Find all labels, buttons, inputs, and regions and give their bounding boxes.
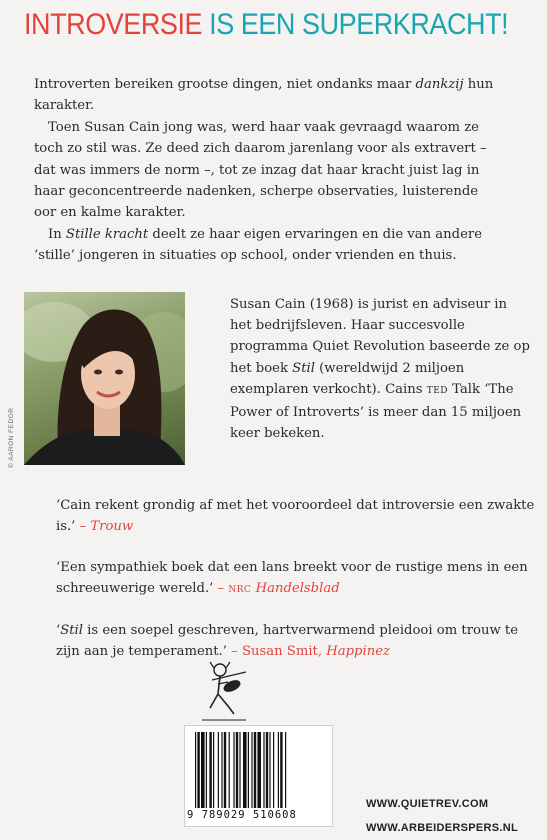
barcode-bar bbox=[278, 732, 279, 808]
barcode-bar bbox=[266, 732, 268, 808]
intro-paragraph-3 bbox=[34, 224, 504, 267]
barcode-bar bbox=[197, 732, 199, 808]
headline bbox=[24, 8, 509, 42]
intro-paragraph-1 bbox=[34, 74, 504, 117]
intro-p3-before: In bbox=[48, 226, 66, 242]
barcode-bars bbox=[193, 732, 324, 808]
author-bio bbox=[230, 294, 530, 444]
barcode-bar bbox=[269, 732, 270, 808]
review-quote-3 bbox=[56, 621, 536, 662]
quote-2-source-prefix: NRC bbox=[228, 584, 252, 595]
barcode-bar bbox=[251, 732, 252, 808]
intro-text bbox=[34, 74, 504, 267]
photo-credit: © AARON FEDOR bbox=[8, 407, 15, 468]
barcode-bar bbox=[209, 732, 211, 808]
bio-ted-label: TED bbox=[426, 385, 448, 396]
headline-part2: IS EEN SUPERKRACHT! bbox=[209, 8, 509, 41]
bio-text-end: Talk ‘The Power of Introverts’ is meer dan 15 miljoen keer bekeken. bbox=[230, 381, 522, 442]
barcode-bar bbox=[248, 732, 249, 808]
intro-p1-after: hun karakter. bbox=[34, 77, 494, 114]
barcode-bar bbox=[206, 732, 207, 808]
barcode-bar bbox=[195, 732, 196, 808]
intro-p3-after: deelt ze haar eigen ervaringen en die van andere ‘stille’ jongeren in situaties op school, onder vrienden en thuis. bbox=[34, 226, 483, 264]
barcode-bar bbox=[257, 732, 261, 808]
quote-2-text: ‘Een sympathiek boek dat een lans breekt voor de rustige mens in een schreeuwerige wereld.’ bbox=[56, 560, 528, 596]
review-quote-1 bbox=[56, 496, 536, 537]
quote-3-dash: – bbox=[226, 643, 242, 659]
quote-2-dash: – bbox=[213, 580, 229, 596]
bio-book-title: Stil bbox=[292, 360, 315, 376]
barcode-bar bbox=[239, 732, 240, 808]
barcode-bar bbox=[273, 732, 274, 808]
bio-text-start: Susan Cain (1968) is jurist en adviseur in het bedrijfsleven. Haar succesvolle programma Quiet Revolution baseerde ze op het boek bbox=[230, 297, 530, 376]
review-quote-2 bbox=[56, 558, 536, 600]
quote-3-book-title: Stil bbox=[60, 623, 83, 638]
barcode-bar bbox=[263, 732, 264, 808]
barcode-bar bbox=[254, 732, 256, 808]
quote-3-text: is een soepel geschreven, hartverwarmend pleidooi om trouw te zijn aan je temperament.’ bbox=[56, 623, 519, 659]
url-arbeiderspers[interactable]: WWW.ARBEIDERSPERS.NL bbox=[366, 822, 519, 834]
quote-3-source: Happinez bbox=[326, 643, 390, 659]
barcode-bar bbox=[233, 732, 234, 808]
barcode-bar bbox=[229, 732, 230, 808]
barcode-bar bbox=[221, 732, 222, 808]
isbn-number: 9 789029 510608 bbox=[187, 809, 297, 821]
quote-1-dash: – bbox=[75, 518, 91, 534]
quote-3-author: Susan Smit, bbox=[241, 643, 327, 659]
barcode-bar bbox=[285, 732, 286, 808]
barcode-bar bbox=[224, 732, 226, 808]
author-photo bbox=[24, 292, 185, 465]
barcode-bar bbox=[280, 732, 282, 808]
barcode-bar bbox=[213, 732, 214, 808]
intro-p1-before: Introverten bereiken grootse dingen, niet ondanks maar bbox=[34, 77, 416, 92]
barcode-bar bbox=[243, 732, 247, 808]
headline-part1: INTROVERSIE bbox=[24, 8, 203, 41]
intro-paragraph-2: Toen Susan Cain jong was, werd haar vaak gevraagd waarom ze toch zo stil was. Ze deed zich daarom jarenlang voor als extravert – dat was immers de norm –, tot ze inzag dat haar kracht juist lag in haar geconcentreerde nadenken, scherpe observaties, luisterende oor en kalme karakter. bbox=[34, 119, 487, 221]
intro-p1-emphasis: dankzij bbox=[415, 77, 464, 92]
intro-p3-book-title: Stille kracht bbox=[65, 226, 149, 242]
website-links bbox=[366, 792, 518, 840]
quote-1-source: Trouw bbox=[90, 518, 134, 534]
barcode bbox=[184, 725, 333, 827]
quote-3-open: ‘ bbox=[56, 623, 61, 638]
publisher-violinist-logo-icon bbox=[198, 658, 250, 722]
barcode-bar bbox=[236, 732, 238, 808]
barcode-bar bbox=[218, 732, 219, 808]
quote-2-source: Handelsblad bbox=[255, 580, 340, 596]
review-quotes bbox=[56, 496, 536, 683]
barcode-bar bbox=[201, 732, 205, 808]
bio-text-middle: (wereldwijd 2 miljoen exemplaren verkocht). Cains bbox=[230, 360, 465, 397]
author-portrait-illustration bbox=[24, 292, 185, 465]
quote-1-text: ‘Cain rekent grondig af met het vooroordeel dat introversie een zwakte is.’ bbox=[56, 498, 535, 534]
url-quietrev[interactable]: WWW.QUIETREV.COM bbox=[366, 798, 489, 810]
